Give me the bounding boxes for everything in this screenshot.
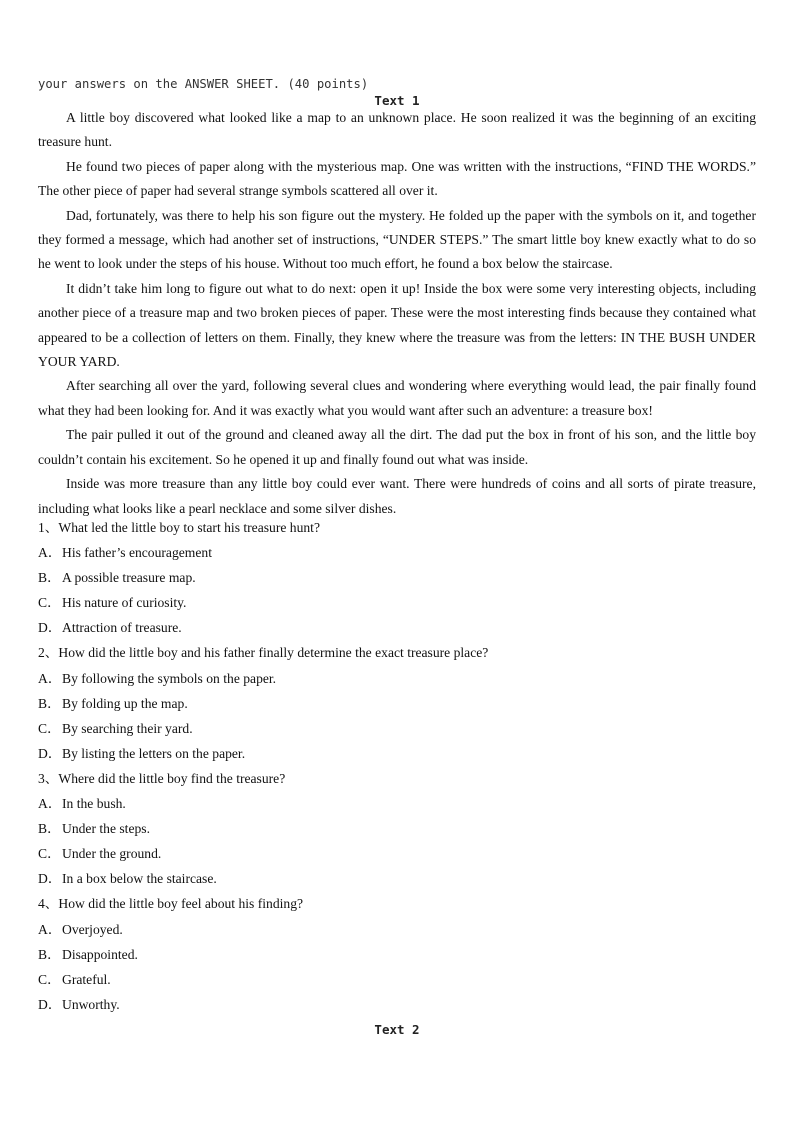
question-4: 4、How did the little boy feel about his finding? (38, 896, 304, 912)
option (38, 869, 756, 894)
text1-title: Text 1 (374, 93, 420, 108)
option (38, 694, 756, 719)
option (38, 719, 756, 744)
option-letter: B． (38, 570, 61, 586)
paragraph: It didn’t take him long to figure out what to do next: open it up! Inside the box were some very interesting objects, including another piece of a treasure map and two broken pieces of paper. These were the most interesting finds because they contained what appeared to be a collection of letters on them. Finally, they knew where the treasure was from the letters: IN THE BUSH UNDER YOUR YARD. (38, 280, 756, 370)
option-text: In a box below the staircase. (62, 871, 217, 887)
option-letter: C． (38, 971, 61, 987)
option-text: By listing the letters on the paper. (62, 745, 246, 761)
option (38, 819, 756, 844)
paragraph: Inside was more treasure than any little boy could ever want. There were hundreds of coins and all sorts of pirate treasure, including what looks like a pearl necklace and some silver dishes. (38, 476, 756, 516)
option-text: His father’s encouragement (62, 545, 212, 561)
paragraph: The pair pulled it out of the ground and cleaned away all the dirt. The dad put the box in front of his son, and the little boy couldn’t contain his excitement. So he opened it up and finally found out what was inside. (38, 427, 756, 467)
option-text: Overjoyed. (62, 921, 123, 937)
option-text: By searching their yard. (62, 720, 193, 736)
option (38, 844, 756, 869)
option-letter: D． (38, 996, 62, 1012)
option (38, 794, 756, 819)
passage (38, 106, 756, 521)
paragraph: Dad, fortunately, was there to help his son figure out the mystery. He folded up the paper with the symbols on it, and together they formed a message, which had another set of instructions, “UNDER STEPS.” The smart little boy knew exactly what to do so he went to look under the steps of his house. Without too much effort, he found a box below the staircase. (38, 207, 756, 272)
option-letter: A． (38, 921, 62, 937)
option (38, 995, 756, 1020)
option-text: By following the symbols on the paper. (62, 670, 277, 686)
option-letter: D． (38, 620, 62, 636)
option-letter: A． (38, 670, 62, 686)
option (38, 593, 756, 618)
option-text: Attraction of treasure. (62, 620, 182, 636)
option-letter: D． (38, 745, 62, 761)
question-3: 3、Where did the little boy find the treasure? (38, 770, 286, 786)
option-letter: B． (38, 821, 61, 837)
option (38, 945, 756, 970)
question-2: 2、How did the little boy and his father finally determine the exact treasure place? (38, 645, 489, 661)
option (38, 568, 756, 593)
option-letter: B． (38, 946, 61, 962)
option (38, 744, 756, 769)
option-letter: A． (38, 545, 62, 561)
questions (38, 518, 756, 1020)
option (38, 543, 756, 568)
instructions-line: your answers on the ANSWER SHEET. (40 points) (38, 77, 369, 91)
text2-title: Text 2 (374, 1022, 420, 1037)
option (38, 920, 756, 945)
question-1: 1、What led the little boy to start his treasure hunt? (38, 520, 320, 535)
option-text: Disappointed. (62, 946, 138, 962)
option-text: Under the ground. (62, 846, 162, 862)
paragraph: A little boy discovered what looked like a map to an unknown place. He soon realized it was the beginning of an exciting treasure hunt. (38, 110, 756, 150)
option-text: A possible treasure map. (62, 570, 196, 586)
option-text: Grateful. (62, 971, 111, 987)
option-letter: C． (38, 595, 61, 611)
paragraph: He found two pieces of paper along with the mysterious map. One was written with the instructions, “FIND THE WORDS.” The other piece of paper had several strange symbols scattered all over it. (38, 158, 756, 199)
option (38, 970, 756, 995)
option-text: Unworthy. (62, 996, 120, 1012)
option-text: By folding up the map. (62, 695, 188, 711)
option-letter: D． (38, 871, 62, 887)
option-letter: C． (38, 846, 61, 862)
paragraph: After searching all over the yard, following several clues and wondering where everything would lead, the pair finally found what they had been looking for. And it was exactly what you would want after such an adventure: a treasure box! (38, 378, 756, 418)
option-text: In the bush. (62, 796, 126, 812)
option (38, 618, 756, 643)
option-letter: C． (38, 720, 61, 736)
option-letter: A． (38, 796, 62, 812)
option-text: His nature of curiosity. (62, 595, 187, 611)
option (38, 669, 756, 694)
option-letter: B． (38, 695, 61, 711)
option-text: Under the steps. (62, 821, 150, 837)
